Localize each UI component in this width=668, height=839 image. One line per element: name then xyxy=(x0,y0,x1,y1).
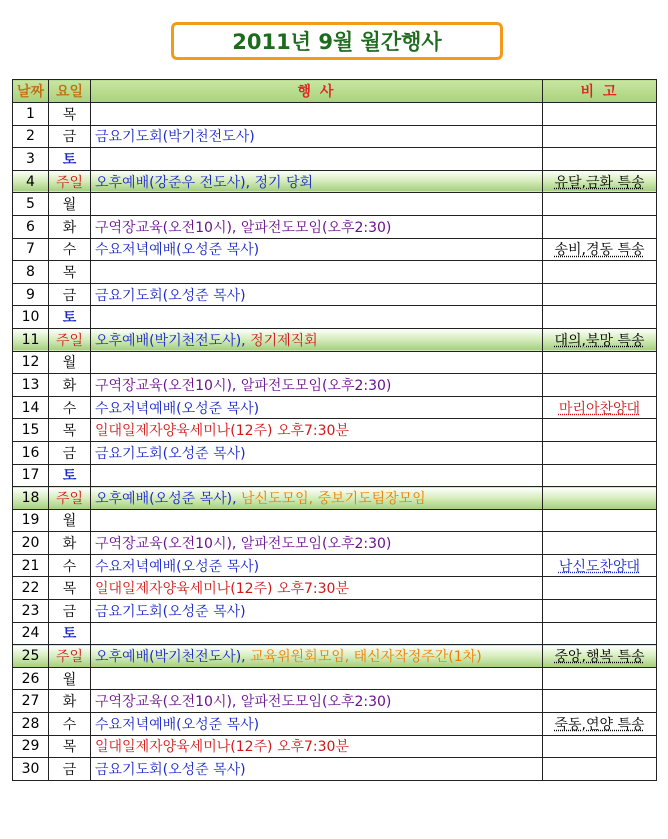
note-cell xyxy=(543,487,657,510)
monthly-events-table xyxy=(12,79,657,781)
date-cell: 12 xyxy=(13,351,49,374)
day-cell: 토 xyxy=(49,464,91,487)
table-row xyxy=(13,441,657,464)
table-row xyxy=(13,396,657,419)
day-cell: 목 xyxy=(49,261,91,284)
date-cell: 6 xyxy=(13,215,49,238)
event-cell xyxy=(91,645,543,668)
event-secondary-text: 정기 당회 xyxy=(250,174,314,191)
note-cell xyxy=(543,351,657,374)
note-cell: 중앙,행복 특송 xyxy=(543,645,657,668)
event-secondary-text: 정기제직회 xyxy=(245,332,318,349)
note-cell xyxy=(543,148,657,171)
date-cell: 28 xyxy=(13,713,49,736)
note-cell xyxy=(543,622,657,645)
event-cell: 수요저녁예배(오성준 목사) xyxy=(91,238,543,261)
day-cell: 목 xyxy=(49,577,91,600)
table-row xyxy=(13,713,657,736)
table-row xyxy=(13,600,657,623)
day-cell: 목 xyxy=(49,419,91,442)
note-cell xyxy=(543,735,657,758)
note-cell xyxy=(543,577,657,600)
date-cell: 14 xyxy=(13,396,49,419)
table-row xyxy=(13,667,657,690)
table-row xyxy=(13,419,657,442)
event-cell xyxy=(91,464,543,487)
date-cell: 21 xyxy=(13,554,49,577)
date-cell: 30 xyxy=(13,758,49,781)
day-cell: 주일 xyxy=(49,645,91,668)
event-cell: 구역장교육(오전10시), 알파전도모임(오후2:30) xyxy=(91,690,543,713)
note-cell xyxy=(543,419,657,442)
date-cell: 2 xyxy=(13,125,49,148)
table-row xyxy=(13,215,657,238)
table-row xyxy=(13,622,657,645)
event-cell: 일대일제자양육세미나(12주) 오후7:30분 xyxy=(91,419,543,442)
day-cell: 목 xyxy=(49,103,91,126)
header-date: 날짜 xyxy=(13,80,49,103)
table-row xyxy=(13,351,657,374)
event-cell xyxy=(91,103,543,126)
event-secondary-text: 교육위원회모임, 태신자작정주간(1차) xyxy=(245,649,482,666)
note-cell: 죽동,연양 특송 xyxy=(543,713,657,736)
day-cell: 화 xyxy=(49,374,91,397)
event-cell xyxy=(91,148,543,171)
table-row xyxy=(13,261,657,284)
event-cell xyxy=(91,170,543,193)
day-cell: 월 xyxy=(49,351,91,374)
day-cell: 주일 xyxy=(49,487,91,510)
event-cell: 금요기도회(오성준 목사) xyxy=(91,758,543,781)
day-cell: 금 xyxy=(49,600,91,623)
event-primary-text: 오후예배(오성준 목사), xyxy=(95,490,237,507)
date-cell: 13 xyxy=(13,374,49,397)
table-row xyxy=(13,554,657,577)
table-row xyxy=(13,306,657,329)
date-cell: 20 xyxy=(13,532,49,555)
table-row xyxy=(13,645,657,668)
event-cell xyxy=(91,306,543,329)
table-row xyxy=(13,238,657,261)
table-row xyxy=(13,125,657,148)
date-cell: 29 xyxy=(13,735,49,758)
day-cell: 월 xyxy=(49,193,91,216)
header-note: 비 고 xyxy=(543,80,657,103)
note-cell xyxy=(543,193,657,216)
day-cell: 월 xyxy=(49,509,91,532)
date-cell: 23 xyxy=(13,600,49,623)
note-cell xyxy=(543,532,657,555)
day-cell: 화 xyxy=(49,215,91,238)
day-cell: 금 xyxy=(49,758,91,781)
table-row xyxy=(13,283,657,306)
event-primary-text: 오후예배(박기천전도사), xyxy=(95,649,246,666)
date-cell: 9 xyxy=(13,283,49,306)
event-cell xyxy=(91,193,543,216)
date-cell: 19 xyxy=(13,509,49,532)
day-cell: 화 xyxy=(49,690,91,713)
event-cell: 구역장교육(오전10시), 알파전도모임(오후2:30) xyxy=(91,374,543,397)
note-cell: 유달,금화 특송 xyxy=(543,170,657,193)
day-cell: 토 xyxy=(49,622,91,645)
event-cell xyxy=(91,261,543,284)
header-day: 요일 xyxy=(49,80,91,103)
date-cell: 16 xyxy=(13,441,49,464)
day-cell: 토 xyxy=(49,148,91,171)
day-cell: 토 xyxy=(49,306,91,329)
day-cell: 목 xyxy=(49,735,91,758)
day-cell: 화 xyxy=(49,532,91,555)
table-header-row xyxy=(13,80,657,103)
event-cell xyxy=(91,667,543,690)
note-cell xyxy=(543,283,657,306)
day-cell: 주일 xyxy=(49,328,91,351)
header-event: 행 사 xyxy=(91,80,543,103)
note-cell: 대의,북망 특송 xyxy=(543,328,657,351)
event-cell: 구역장교육(오전10시), 알파전도모임(오후2:30) xyxy=(91,532,543,555)
table-row xyxy=(13,758,657,781)
date-cell: 24 xyxy=(13,622,49,645)
note-cell xyxy=(543,261,657,284)
event-cell: 일대일제자양육세미나(12주) 오후7:30분 xyxy=(91,735,543,758)
event-secondary-text: 남신도모임, 중보기도팀장모임 xyxy=(236,490,426,507)
note-cell xyxy=(543,306,657,329)
table-row xyxy=(13,532,657,555)
day-cell: 주일 xyxy=(49,170,91,193)
date-cell: 22 xyxy=(13,577,49,600)
event-cell xyxy=(91,509,543,532)
table-row xyxy=(13,464,657,487)
table-row xyxy=(13,690,657,713)
event-cell: 수요저녁예배(오성준 목사) xyxy=(91,554,543,577)
event-cell: 금요기도회(오성준 목사) xyxy=(91,600,543,623)
date-cell: 26 xyxy=(13,667,49,690)
note-cell: 마리아찬양대 xyxy=(543,396,657,419)
date-cell: 4 xyxy=(13,170,49,193)
table-row xyxy=(13,170,657,193)
event-cell xyxy=(91,622,543,645)
event-cell: 수요저녁예배(오성준 목사) xyxy=(91,713,543,736)
date-cell: 18 xyxy=(13,487,49,510)
note-cell xyxy=(543,103,657,126)
note-cell xyxy=(543,600,657,623)
note-cell xyxy=(543,690,657,713)
day-cell: 수 xyxy=(49,554,91,577)
day-cell: 수 xyxy=(49,396,91,419)
event-cell xyxy=(91,351,543,374)
day-cell: 수 xyxy=(49,713,91,736)
note-cell xyxy=(543,758,657,781)
event-cell xyxy=(91,328,543,351)
day-cell: 월 xyxy=(49,667,91,690)
date-cell: 25 xyxy=(13,645,49,668)
date-cell: 7 xyxy=(13,238,49,261)
note-cell xyxy=(543,215,657,238)
date-cell: 1 xyxy=(13,103,49,126)
event-cell: 구역장교육(오전10시), 알파전도모임(오후2:30) xyxy=(91,215,543,238)
event-cell: 금요기도회(박기천전도사) xyxy=(91,125,543,148)
table-row xyxy=(13,487,657,510)
table-row xyxy=(13,509,657,532)
event-cell: 금요기도회(오성준 목사) xyxy=(91,441,543,464)
date-cell: 15 xyxy=(13,419,49,442)
page-title: 2011년 9월 월간행사 xyxy=(171,22,503,60)
note-cell xyxy=(543,667,657,690)
table-row xyxy=(13,577,657,600)
note-cell xyxy=(543,464,657,487)
day-cell: 금 xyxy=(49,283,91,306)
table-row xyxy=(13,103,657,126)
note-cell xyxy=(543,509,657,532)
table-row xyxy=(13,735,657,758)
date-cell: 11 xyxy=(13,328,49,351)
date-cell: 10 xyxy=(13,306,49,329)
table-row xyxy=(13,328,657,351)
table-row xyxy=(13,374,657,397)
event-cell xyxy=(91,487,543,510)
table-row xyxy=(13,148,657,171)
event-cell: 금요기도회(오성준 목사) xyxy=(91,283,543,306)
day-cell: 금 xyxy=(49,125,91,148)
date-cell: 3 xyxy=(13,148,49,171)
day-cell: 금 xyxy=(49,441,91,464)
note-cell xyxy=(543,441,657,464)
table-row xyxy=(13,193,657,216)
event-cell: 수요저녁예배(오성준 목사) xyxy=(91,396,543,419)
event-primary-text: 오후예배(강준우 전도사), xyxy=(95,174,251,191)
event-primary-text: 오후예배(박기천전도사), xyxy=(95,332,246,349)
note-cell xyxy=(543,374,657,397)
event-cell: 일대일제자양육세미나(12주) 오후7:30분 xyxy=(91,577,543,600)
note-cell: 송비,경동 특송 xyxy=(543,238,657,261)
date-cell: 5 xyxy=(13,193,49,216)
note-cell xyxy=(543,125,657,148)
date-cell: 8 xyxy=(13,261,49,284)
note-cell: 남신도찬양대 xyxy=(543,554,657,577)
day-cell: 수 xyxy=(49,238,91,261)
date-cell: 27 xyxy=(13,690,49,713)
date-cell: 17 xyxy=(13,464,49,487)
